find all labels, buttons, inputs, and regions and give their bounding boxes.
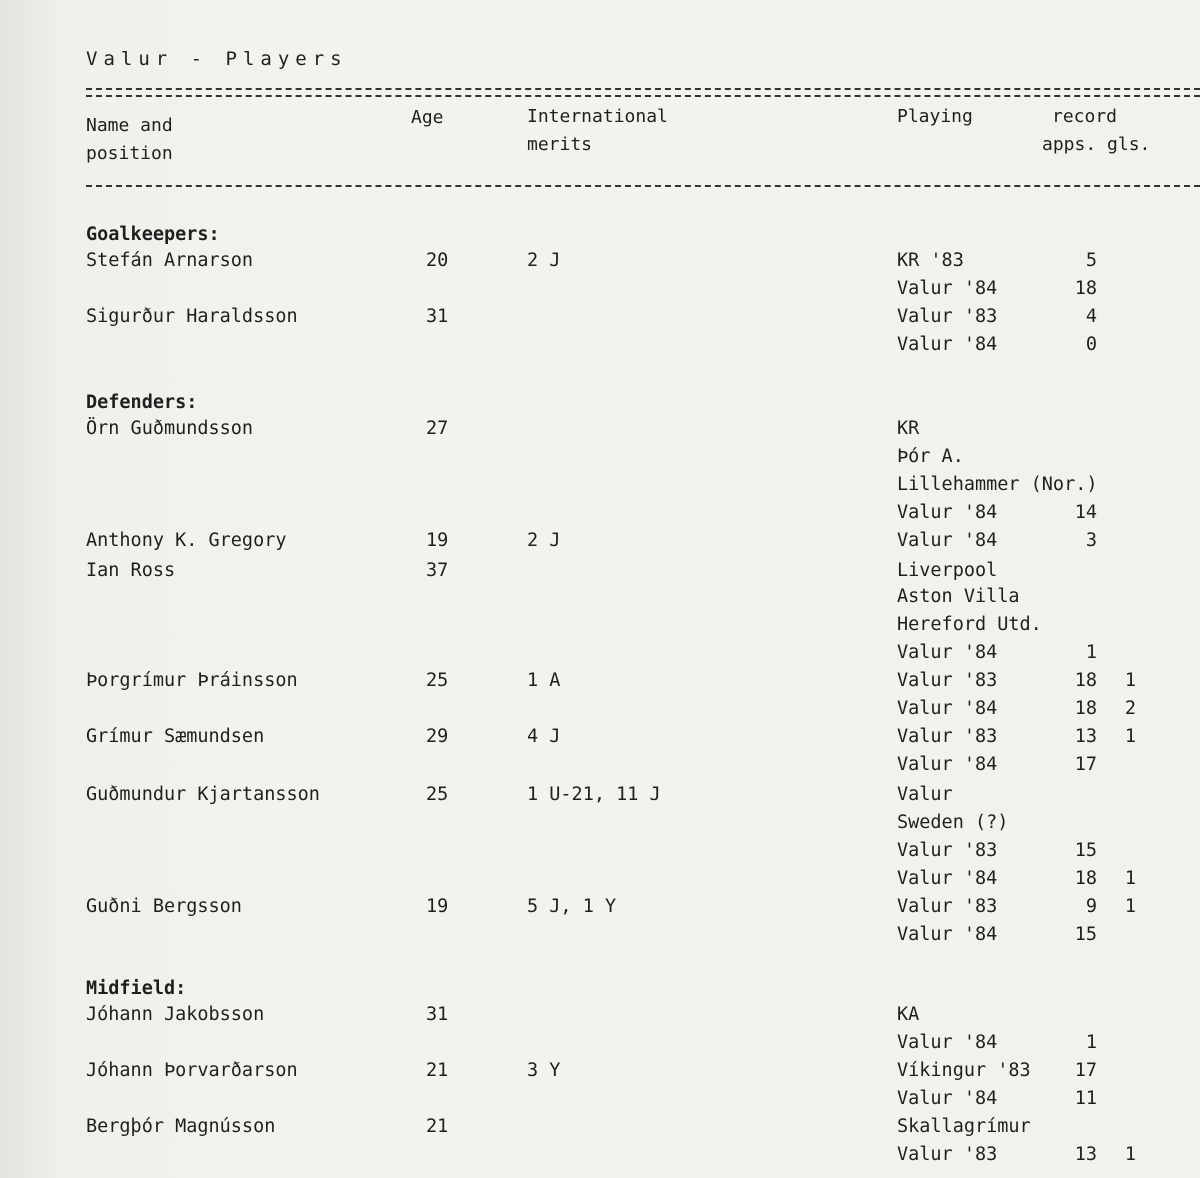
table-row (0, 471, 1200, 499)
player-merits: 2 J (527, 530, 561, 551)
player-name: Midfield: (86, 978, 187, 999)
club-season: Skallagrímur (897, 1116, 1031, 1137)
player-merits: 1 A (527, 670, 561, 691)
table-row (0, 247, 1200, 275)
table-row (0, 1029, 1200, 1057)
appearances: 15 (1074, 840, 1097, 861)
appearances: 18 (1074, 278, 1097, 299)
goals: 1 (1124, 670, 1136, 691)
table-row (0, 611, 1200, 639)
club-season: Liverpool (897, 560, 998, 581)
player-name: Stefán Arnarson (86, 250, 254, 271)
table-row (0, 557, 1200, 585)
club-season: Lillehammer (Nor.) (897, 474, 1098, 495)
goals: 1 (1124, 896, 1136, 917)
club-season: KR '83 (897, 250, 964, 271)
club-season: Valur '83 (897, 1144, 998, 1165)
appearances: 15 (1074, 924, 1097, 945)
section-heading-row (0, 975, 1200, 1003)
table-row (0, 583, 1200, 611)
appearances: 4 (1085, 306, 1097, 327)
club-season: KA (897, 1004, 920, 1025)
player-name: Guðni Bergsson (86, 896, 242, 917)
club-season: KR (897, 418, 920, 439)
club-season: Hereford Utd. (897, 614, 1042, 635)
header-rule (86, 185, 1200, 187)
appearances: 13 (1074, 726, 1097, 747)
club-season: Valur '84 (897, 642, 998, 663)
appearances: 3 (1085, 530, 1097, 551)
table-row (0, 1141, 1200, 1169)
appearances: 1 (1085, 642, 1097, 663)
club-season: Víkingur '83 (897, 1060, 1031, 1081)
club-season: Þór A. (897, 446, 964, 467)
table-row (0, 527, 1200, 555)
table-row (0, 809, 1200, 837)
club-season: Valur '83 (897, 840, 998, 861)
club-season: Valur '84 (897, 1088, 998, 1109)
goals: 1 (1124, 1144, 1136, 1165)
table-row (0, 275, 1200, 303)
club-season: Valur '84 (897, 1032, 998, 1053)
appearances: 1 (1085, 1032, 1097, 1053)
table-row (0, 865, 1200, 893)
appearances: 9 (1085, 896, 1097, 917)
double-rule (86, 88, 1200, 97)
club-season: Valur '83 (897, 726, 998, 747)
club-season: Valur '84 (897, 868, 998, 889)
appearances: 18 (1074, 670, 1097, 691)
goals: 2 (1124, 698, 1136, 719)
appearances: 18 (1074, 698, 1097, 719)
player-name: Örn Guðmundsson (86, 418, 254, 439)
player-merits: 2 J (527, 250, 561, 271)
player-name: Jóhann Jakobsson (86, 1004, 265, 1025)
goals: 1 (1124, 868, 1136, 889)
appearances: 5 (1085, 250, 1097, 271)
appearances: 18 (1074, 868, 1097, 889)
page-title: Valur - Players (86, 48, 348, 70)
club-season: Valur '84 (897, 502, 998, 523)
appearances: 11 (1074, 1088, 1097, 1109)
table-row (0, 667, 1200, 695)
table-row (0, 1057, 1200, 1085)
header-apps-gls: apps. gls. (1042, 134, 1151, 155)
table-row (0, 303, 1200, 331)
header-international-merits: International merits (527, 106, 668, 155)
player-name: Grímur Sæmundsen (86, 726, 265, 747)
appearances: 0 (1085, 334, 1097, 355)
table-row (0, 893, 1200, 921)
table-row (0, 1001, 1200, 1029)
appearances: 17 (1074, 754, 1097, 775)
table-row (0, 499, 1200, 527)
player-age: 25 (426, 670, 449, 691)
player-name: Þorgrímur Þráinsson (86, 670, 298, 691)
club-season: Valur '83 (897, 896, 998, 917)
table-row (0, 723, 1200, 751)
header-record: record (1052, 106, 1118, 127)
player-merits: 4 J (527, 726, 561, 747)
player-name: Ian Ross (86, 560, 176, 581)
player-name: Anthony K. Gregory (86, 530, 287, 551)
goals: 1 (1124, 726, 1136, 747)
club-season: Valur (897, 784, 953, 805)
club-season: Valur '83 (897, 670, 998, 691)
header-playing: Playing (897, 106, 973, 127)
player-name: Guðmundur Kjartansson (86, 784, 320, 805)
table-row (0, 639, 1200, 667)
player-name: Goalkeepers: (86, 224, 220, 245)
player-age: 19 (426, 896, 449, 917)
section-heading-row (0, 221, 1200, 249)
club-season: Aston Villa (897, 586, 1020, 607)
club-season: Valur '84 (897, 334, 998, 355)
player-age: 37 (426, 560, 449, 581)
table-row (0, 751, 1200, 779)
player-age: 20 (426, 250, 449, 271)
club-season: Valur '84 (897, 754, 998, 775)
section-heading-row (0, 389, 1200, 417)
player-age: 27 (426, 418, 449, 439)
player-name: Sigurður Haraldsson (86, 306, 298, 327)
club-season: Valur '84 (897, 924, 998, 945)
table-row (0, 781, 1200, 809)
appearances: 14 (1074, 502, 1097, 523)
table-row (0, 837, 1200, 865)
player-merits: 5 J, 1 Y (527, 896, 617, 917)
player-age: 31 (426, 306, 449, 327)
player-age: 29 (426, 726, 449, 747)
table-row (0, 331, 1200, 359)
appearances: 13 (1074, 1144, 1097, 1165)
player-age: 19 (426, 530, 449, 551)
player-age: 21 (426, 1116, 449, 1137)
table-row (0, 695, 1200, 723)
table-row (0, 921, 1200, 949)
player-name: Jóhann Þorvarðarson (86, 1060, 298, 1081)
table-row (0, 415, 1200, 443)
player-name: Defenders: (86, 392, 198, 413)
player-age: 25 (426, 784, 449, 805)
appearances: 17 (1074, 1060, 1097, 1081)
club-season: Sweden (?) (897, 812, 1009, 833)
player-merits: 1 U-21, 11 J (527, 784, 661, 805)
club-season: Valur '84 (897, 530, 998, 551)
club-season: Valur '84 (897, 278, 998, 299)
table-row (0, 1085, 1200, 1113)
player-age: 31 (426, 1004, 449, 1025)
table-row (0, 443, 1200, 471)
table-row (0, 1113, 1200, 1141)
player-merits: 3 Y (527, 1060, 561, 1081)
header-age: Age (411, 107, 444, 128)
club-season: Valur '83 (897, 306, 998, 327)
header-name-position: Name and position (86, 115, 173, 164)
player-age: 21 (426, 1060, 449, 1081)
club-season: Valur '84 (897, 698, 998, 719)
player-name: Bergþór Magnússon (86, 1116, 276, 1137)
